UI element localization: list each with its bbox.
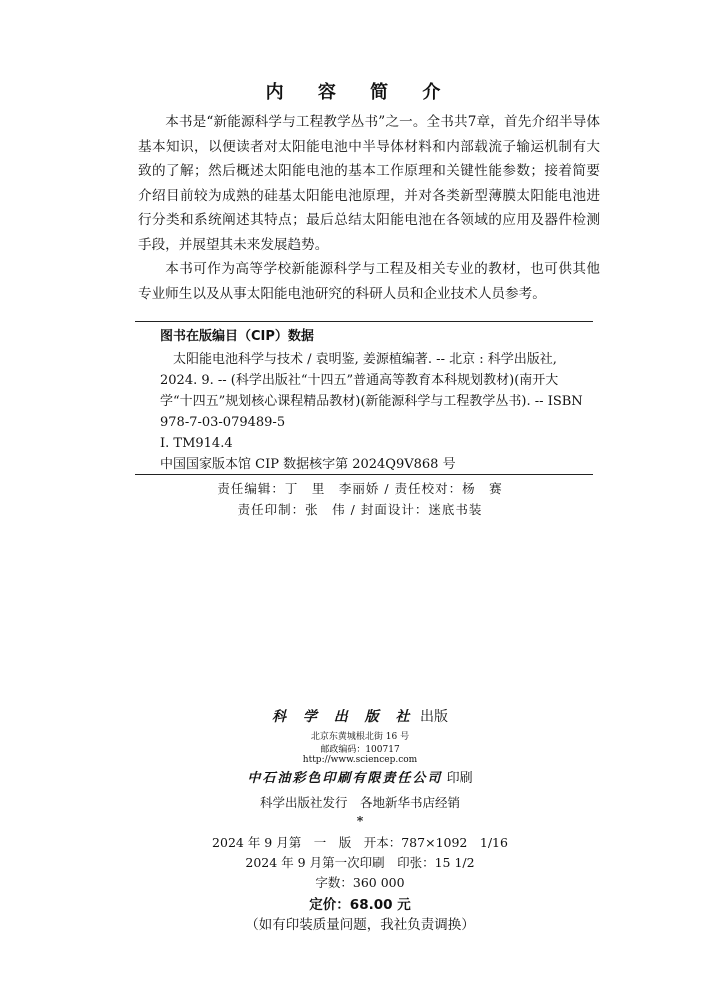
publisher-suffix: 出版 <box>415 709 448 725</box>
printer-name: 中石油彩色印刷有限责任公司 <box>247 771 443 786</box>
cip-classification: Ⅰ. TM914.4 <box>160 436 233 451</box>
page-title: 内 容 简 介 <box>265 82 455 103</box>
publisher-name: 科 学 出 版 社 <box>272 709 416 725</box>
intro-paragraph-1: 本书是“新能源科学与工程教学丛书”之一。全书共7章，首先介绍半导体基本知识，以便读者对太阳能电池中半导体材料和内部载流子输运机制有大致的了解；然后概述太阳能电池的基本工作原理和关键性能参数；接着简要介绍目前较为成熟的硅基太阳能电池原理，并对各类新型薄膜太阳能电池进行分类和系统阐述其特点；最后总结太阳能电池在各领域的应用及器件检测手段，并展望其未来发展趋势。 <box>138 114 600 253</box>
credits-line-2: 责任印制：张 伟 / 封面设计：迷底书装 <box>237 502 483 517</box>
cip-block <box>160 349 590 475</box>
cip-bottom-rule <box>135 474 593 475</box>
printer-suffix: 印刷 <box>442 771 473 786</box>
intro-paragraph-2: 本书可作为高等学校新能源科学与工程及相关专业的教材，也可供其他专业师生以及从事太阳能电池研究的科研人员和企业技术人员参考。 <box>138 261 600 302</box>
distribution-line: 科学出版社发行 各地新华书店经销 <box>259 795 460 810</box>
credits-line-1: 责任编辑：丁 里 李丽娇 / 责任校对：杨 赛 <box>217 481 503 496</box>
replacement-note: （如有印装质量问题，我社负责调换） <box>245 917 475 933</box>
separator-star: * <box>356 813 364 828</box>
publisher-line <box>0 706 720 726</box>
cip-record: 中国国家版本馆 CIP 数据核字第 2024Q9V868 号 <box>160 457 456 472</box>
cip-top-rule <box>135 321 593 322</box>
publisher-postcode: 邮政编码：100717 <box>320 745 400 755</box>
cip-heading: 图书在版编目（CIP）数据 <box>160 329 314 344</box>
printer-line <box>0 767 720 786</box>
wordcount-line: 字数：360 000 <box>315 875 405 890</box>
publisher-address: 北京东黄城根北街 16 号 <box>310 732 410 742</box>
price-line: 定价：68.00 元 <box>309 897 411 913</box>
intro-section <box>138 110 600 306</box>
cip-entry: 太阳能电池科学与技术 / 袁明鉴, 姜源植编著. -- 北京 : 科学出版社, 2024. 9. -- (科学出版社“十四五”普通高等教育本科规划教材)(南开大学“十四五”规划核心课程精品教材)(新能源科学与工程教学丛书). -- ISBN 978-7-03-079489-5 <box>160 352 583 430</box>
printing-line: 2024 年 9 月第一次印刷 印张：15 1/2 <box>245 855 475 870</box>
edition-line: 2024 年 9 月第 一 版 开本：787×1092 1/16 <box>212 835 508 850</box>
publisher-url: http://www.sciencep.com <box>302 755 418 765</box>
